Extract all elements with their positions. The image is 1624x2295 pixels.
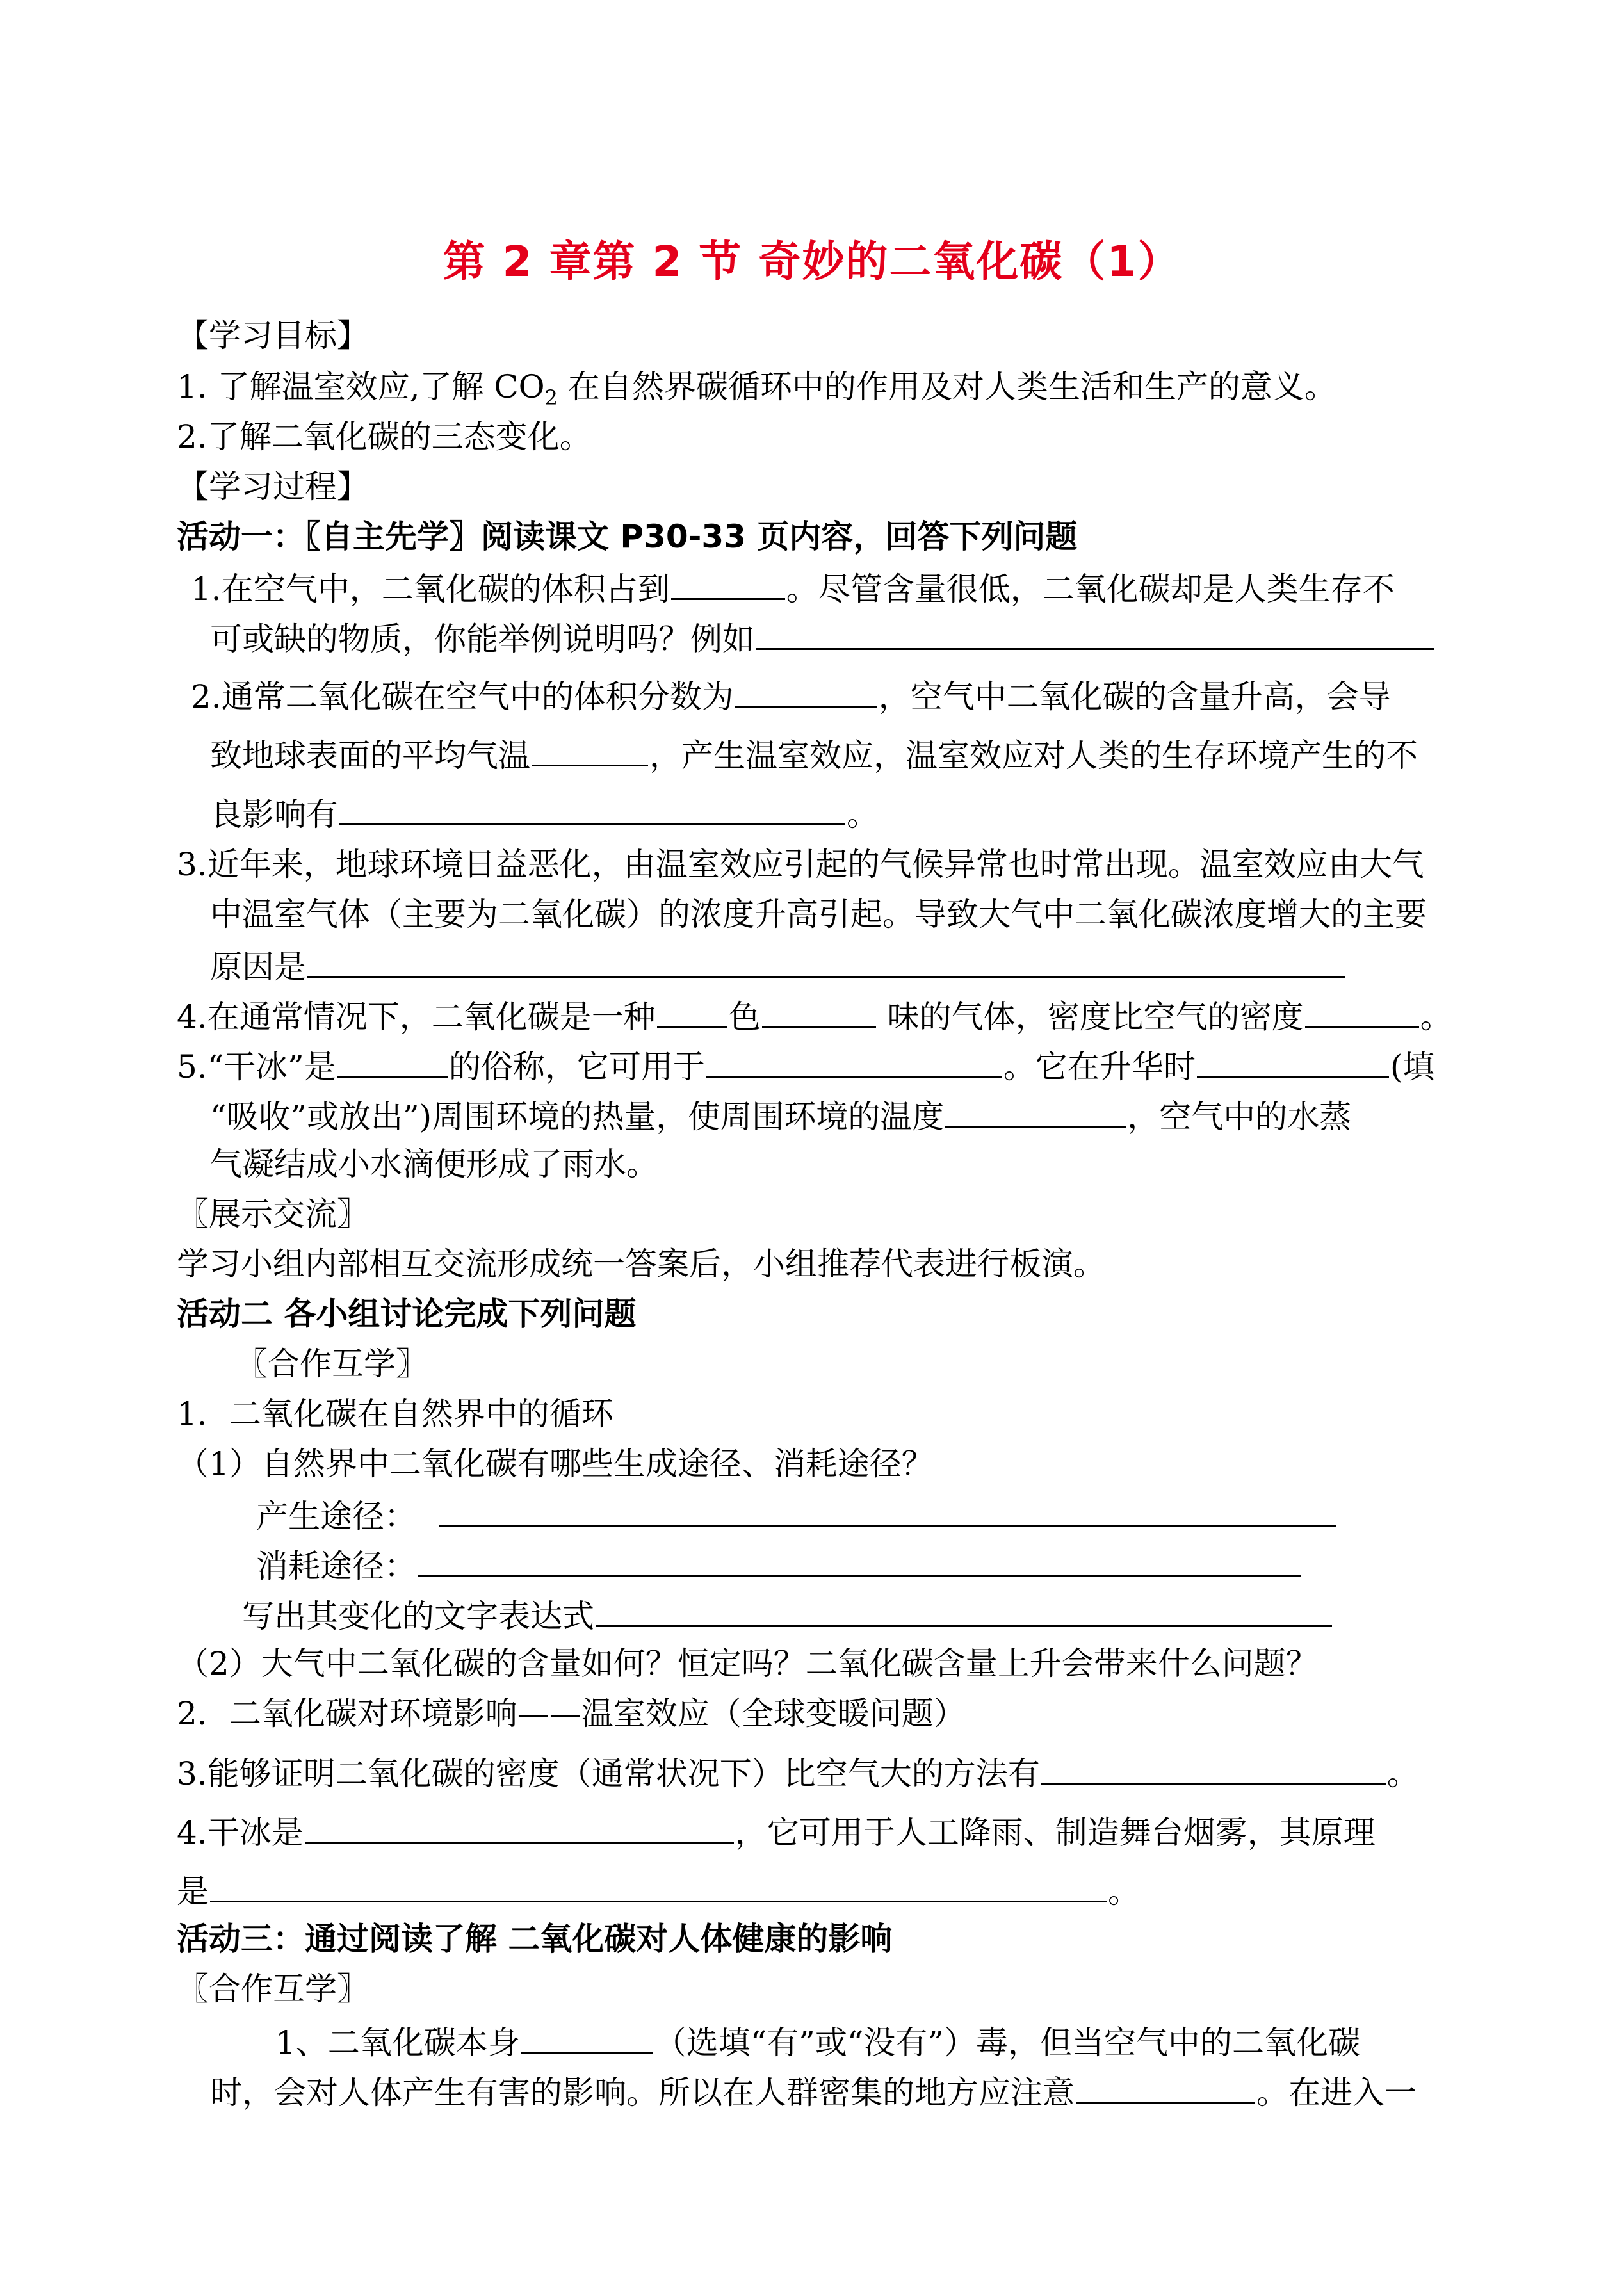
objectives-header: 【学习目标】 xyxy=(177,317,369,354)
activity3-q1-line1: 1、二氧化碳本身 （选填“有”或“没有”）毒，但当空气中的二氧化碳 xyxy=(275,2020,1360,2063)
page-title: 第 2 章第 2 节 奇妙的二氧化碳（1） xyxy=(443,237,1181,286)
answer-blank[interactable] xyxy=(418,1543,1301,1577)
activity2-heading: 活动二 各小组讨论完成下列问题 xyxy=(177,1295,637,1333)
activity1-q1-line1: 1.在空气中，二氧化碳的体积占到 。尽管含量很低，二氧化碳却是人类生存不 xyxy=(191,566,1395,610)
process-header: 【学习过程】 xyxy=(177,468,369,505)
activity1-q3-line1: 3.近年来，地球环境日益恶化，由温室效应引起的气候异常也时常出现。温室效应由大气 xyxy=(177,846,1424,883)
answer-blank[interactable] xyxy=(735,674,877,708)
answer-blank[interactable] xyxy=(210,1869,1107,1902)
objective-item-2: 2.了解二氧化碳的三态变化。 xyxy=(177,418,592,455)
answer-blank[interactable] xyxy=(305,1810,734,1844)
answer-blank[interactable] xyxy=(671,566,785,600)
share-text: 学习小组内部相互交流形成统一答案后，小组推荐代表进行板演。 xyxy=(177,1245,1105,1283)
activity3-coop-header: 〖合作互学〗 xyxy=(177,1970,369,2007)
activity1-q2-line3: 良影响有 。 xyxy=(210,791,879,835)
activity2-sub-2: （2）大气中二氧化碳的含量如何？恒定吗？二氧化碳含量上升会带来什么问题？ xyxy=(177,1645,1318,1682)
activity1-q5-line3: 气凝结成小水滴便形成了雨水。 xyxy=(210,1146,658,1183)
expression-line: 写出其变化的文字表达式 xyxy=(242,1593,1333,1637)
answer-blank[interactable] xyxy=(339,791,845,825)
answer-blank[interactable] xyxy=(521,2020,653,2054)
consume-path-line: 消耗途径： xyxy=(256,1543,1303,1587)
answer-blank[interactable] xyxy=(532,733,648,766)
objective-item-1: 1. 了解温室效应,了解 $CO_2$ 在自然界碳循环中的作用及对人类生活和生产的意义。 xyxy=(177,368,1336,410)
activity1-q2-line2: 致地球表面的平均气温 ，产生温室效应，温室效应对人类的生存环境产生的不 xyxy=(210,733,1418,776)
answer-blank[interactable] xyxy=(1041,1751,1386,1785)
activity1-q5-line2: “吸收”或放出”)周围环境的热量，使周围环境的温度 ，空气中的水蒸 xyxy=(210,1094,1351,1137)
answer-blank[interactable] xyxy=(657,994,727,1028)
activity2-item-2: 2．二氧化碳对环境影响——温室效应（全球变暖问题） xyxy=(177,1695,966,1732)
activity1-q3-line3: 原因是 xyxy=(210,944,1346,987)
activity1-q2-line1: 2.通常二氧化碳在空气中的体积分数为 ，空气中二氧化碳的含量升高，会导 xyxy=(191,674,1391,717)
activity3-heading: 活动三：通过阅读了解 二氧化碳对人体健康的影响 xyxy=(177,1920,893,1958)
activity2-item-1: 1．二氧化碳在自然界中的循环 xyxy=(177,1395,613,1432)
produce-path-line: 产生途径： xyxy=(256,1493,1337,1537)
activity2-coop-header: 〖合作互学〗 xyxy=(236,1345,428,1383)
activity1-q4: 4.在通常情况下，二氧化碳是一种 色 味的气体，密度比空气的密度 。 xyxy=(177,994,1452,1037)
answer-blank[interactable] xyxy=(1197,1044,1389,1078)
answer-blank[interactable] xyxy=(596,1593,1332,1627)
activity2-item-4-line2: 是 。 xyxy=(177,1869,1140,1912)
answer-blank[interactable] xyxy=(706,1044,1002,1078)
activity2-sub-1: （1）自然界中二氧化碳有哪些生成途径、消耗途径？ xyxy=(177,1445,934,1482)
answer-blank[interactable] xyxy=(762,994,876,1028)
activity3-q1-line2: 时，会对人体产生有害的影响。所以在人群密集的地方应注意 。在进入一 xyxy=(210,2070,1417,2113)
answer-blank[interactable] xyxy=(439,1493,1336,1527)
answer-blank[interactable] xyxy=(1076,2070,1255,2104)
answer-blank[interactable] xyxy=(337,1044,448,1078)
answer-blank[interactable] xyxy=(945,1094,1126,1128)
activity2-item-4-line1: 4.干冰是 ，它可用于人工降雨、制造舞台烟雾，其原理 xyxy=(177,1810,1376,1853)
activity1-q5-line1: 5.“干冰”是 的俗称，它可用于 。它在升华时 (填 xyxy=(177,1044,1434,1087)
activity1-q3-line2: 中温室气体（主要为二氧化碳）的浓度升高引起。导致大气中二氧化碳浓度增大的主要 xyxy=(210,896,1427,933)
activity1-heading: 活动一：〖自主先学〗阅读课文 P30-33 页内容，回答下列问题 xyxy=(177,518,1078,555)
answer-blank[interactable] xyxy=(307,944,1345,978)
activity1-q1-line2: 可或缺的物质，你能举例说明吗？例如 xyxy=(210,616,1436,660)
activity2-item-3: 3.能够证明二氧化碳的密度（通常状况下）比空气大的方法有 。 xyxy=(177,1751,1419,1794)
share-header: 〖展示交流〗 xyxy=(177,1196,369,1233)
answer-blank[interactable] xyxy=(1305,994,1419,1028)
answer-blank[interactable] xyxy=(756,616,1434,650)
